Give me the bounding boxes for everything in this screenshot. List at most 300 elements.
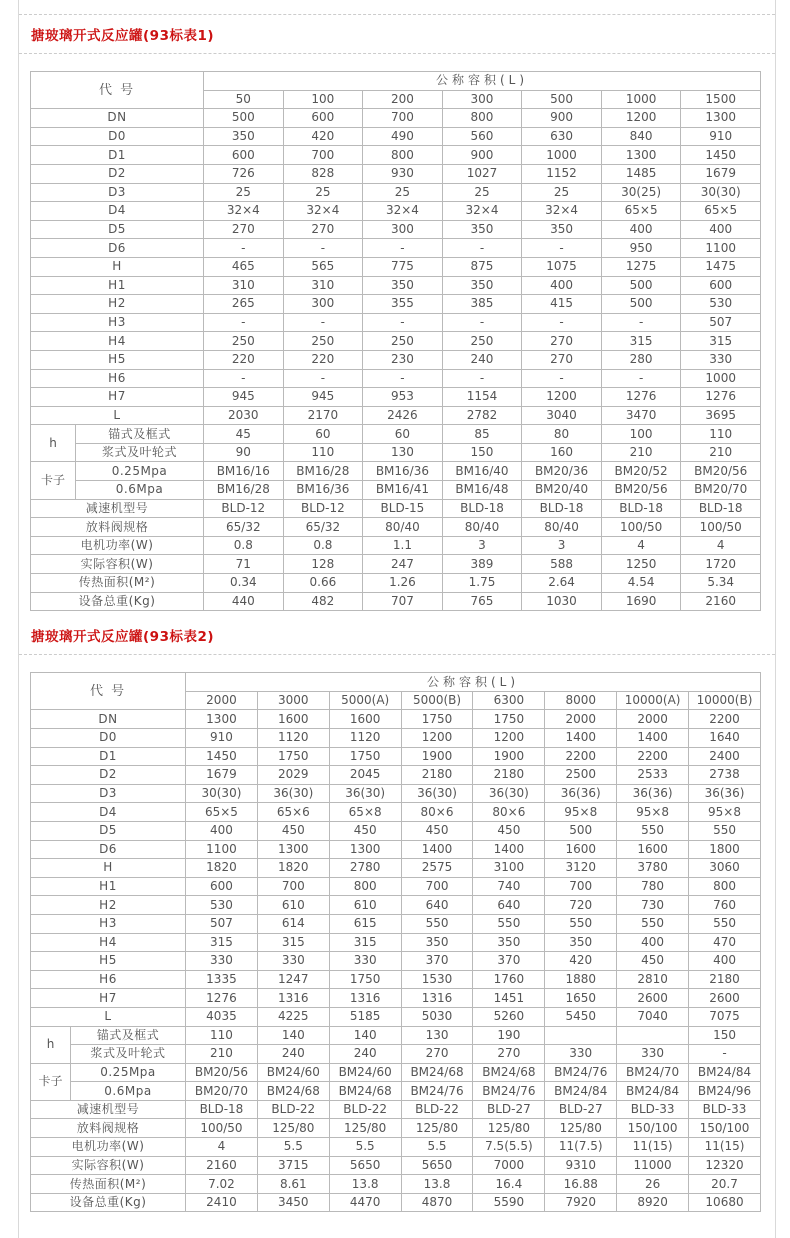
- table-cell: 370: [401, 952, 473, 971]
- table-cell: 2400: [689, 747, 761, 766]
- table-cell: 80×6: [401, 803, 473, 822]
- table-cell: 350: [473, 933, 545, 952]
- table-cell: 420: [545, 952, 617, 971]
- table-cell: 1640: [689, 729, 761, 748]
- row-label: 锚式及框式: [76, 425, 204, 444]
- table-cell: 530: [681, 295, 761, 314]
- table-cell: 8920: [617, 1193, 689, 1212]
- table-cell: 588: [522, 555, 602, 574]
- table-row: [31, 1100, 761, 1119]
- table-cell: 280: [601, 350, 681, 369]
- table-cell: 720: [545, 896, 617, 915]
- table-cell: 1276: [681, 388, 761, 407]
- table-cell: 11(15): [689, 1138, 761, 1157]
- table-cell: 310: [283, 276, 363, 295]
- table-row: [31, 840, 761, 859]
- table-cell: 370: [473, 952, 545, 971]
- table-cell: -: [204, 313, 284, 332]
- table-cell: 80/40: [363, 518, 443, 537]
- table-row: [31, 803, 761, 822]
- table-cell: 4035: [186, 1007, 258, 1026]
- row-label: 减速机型号: [31, 1100, 186, 1119]
- table-cell: 150/100: [617, 1119, 689, 1138]
- row-label: H6: [31, 970, 186, 989]
- table-cell: BM24/68: [257, 1082, 329, 1101]
- table-cell: 1600: [545, 840, 617, 859]
- table-cell: 65×5: [681, 202, 761, 221]
- table-cell: 110: [283, 443, 363, 462]
- table-cell: 25: [363, 183, 443, 202]
- table-cell: 0.66: [283, 574, 363, 593]
- table-cell: 250: [442, 332, 522, 351]
- table-cell: 1475: [681, 257, 761, 276]
- capacity-column-header: 8000: [545, 691, 617, 710]
- row-label: DN: [31, 710, 186, 729]
- table-cell: 350: [522, 220, 602, 239]
- table-cell: BLD-18: [601, 499, 681, 518]
- table-cell: 953: [363, 388, 443, 407]
- table-cell: 560: [442, 127, 522, 146]
- table-cell: BM24/76: [401, 1082, 473, 1101]
- row-label: H5: [31, 350, 204, 369]
- row-label: H6: [31, 369, 204, 388]
- table-cell: 2180: [401, 766, 473, 785]
- table-cell: 1750: [473, 710, 545, 729]
- table-cell: 3450: [257, 1193, 329, 1212]
- table-cell: 2200: [617, 747, 689, 766]
- table-cell: 950: [601, 239, 681, 258]
- table-cell: -: [283, 369, 363, 388]
- table-cell: [545, 1026, 617, 1045]
- capacity-column-header: 6300: [473, 691, 545, 710]
- row-label: D5: [31, 220, 204, 239]
- table-cell: 3040: [522, 406, 602, 425]
- row-label: 传热面积(M²): [31, 1175, 186, 1194]
- table-cell: -: [601, 313, 681, 332]
- table-cell: BM20/70: [681, 481, 761, 500]
- table-cell: 1120: [257, 729, 329, 748]
- row-label: DN: [31, 109, 204, 128]
- table-cell: 1075: [522, 257, 602, 276]
- table-cell: 415: [522, 295, 602, 314]
- table1-title: 搪玻璃开式反应罐(93标表1): [31, 28, 215, 44]
- table-cell: 470: [689, 933, 761, 952]
- table-cell: 1800: [689, 840, 761, 859]
- table-cell: BM20/40: [522, 481, 602, 500]
- table-cell: 240: [257, 1045, 329, 1064]
- table-cell: -: [363, 239, 443, 258]
- table-cell: 3780: [617, 859, 689, 878]
- table-cell: 1400: [545, 729, 617, 748]
- table-cell: 400: [186, 821, 258, 840]
- table-cell: 0.8: [204, 536, 284, 555]
- table-cell: BM20/70: [186, 1082, 258, 1101]
- table-cell: 1900: [473, 747, 545, 766]
- table-cell: 36(36): [689, 784, 761, 803]
- header-row: [31, 72, 761, 91]
- table-cell: 1247: [257, 970, 329, 989]
- table-cell: 400: [522, 276, 602, 295]
- table-cell: 240: [442, 350, 522, 369]
- table-cell: 65×5: [601, 202, 681, 221]
- table-cell: 530: [186, 896, 258, 915]
- table-cell: 330: [186, 952, 258, 971]
- table-cell: 2.64: [522, 574, 602, 593]
- top-divider: [19, 14, 775, 15]
- table-cell: 2780: [329, 859, 401, 878]
- table-cell: 270: [473, 1045, 545, 1064]
- table-cell: 2180: [689, 970, 761, 989]
- table-cell: 150: [442, 443, 522, 462]
- capacity-header: 公称容积(L): [204, 72, 761, 91]
- table-cell: -: [522, 369, 602, 388]
- table-cell: -: [689, 1045, 761, 1064]
- table-cell: 1200: [473, 729, 545, 748]
- capacity-column-header: 100: [283, 90, 363, 109]
- table-cell: BM24/60: [329, 1063, 401, 1082]
- table-cell: 3100: [473, 859, 545, 878]
- table-cell: 1300: [601, 146, 681, 165]
- table-cell: BM24/96: [689, 1082, 761, 1101]
- table-cell: 110: [186, 1026, 258, 1045]
- table-cell: 2200: [545, 747, 617, 766]
- table-cell: 4.54: [601, 574, 681, 593]
- table-cell: 600: [186, 877, 258, 896]
- table-cell: 25: [442, 183, 522, 202]
- table-cell: 270: [283, 220, 363, 239]
- table-row: [31, 1063, 761, 1082]
- table-cell: 610: [329, 896, 401, 915]
- table-cell: 640: [401, 896, 473, 915]
- table-cell: 385: [442, 295, 522, 314]
- table-cell: 16.4: [473, 1175, 545, 1194]
- table-cell: 36(30): [473, 784, 545, 803]
- table-cell: 25: [283, 183, 363, 202]
- table-cell: 500: [601, 276, 681, 295]
- table-row: [31, 239, 761, 258]
- spec-table-2: [30, 672, 761, 1212]
- table-cell: 350: [363, 276, 443, 295]
- table-cell: 265: [204, 295, 284, 314]
- row-label: D1: [31, 146, 204, 165]
- row-label: 浆式及叶轮式: [71, 1045, 186, 1064]
- table-cell: 726: [204, 164, 284, 183]
- table-cell: 1100: [681, 239, 761, 258]
- table-row: [31, 747, 761, 766]
- table-cell: 840: [601, 127, 681, 146]
- table-cell: 740: [473, 877, 545, 896]
- table-cell: 1275: [601, 257, 681, 276]
- table-row: [31, 164, 761, 183]
- table-cell: 300: [283, 295, 363, 314]
- capacity-column-header: 10000(A): [617, 691, 689, 710]
- table-cell: BM16/28: [283, 462, 363, 481]
- table-cell: 11(15): [617, 1138, 689, 1157]
- table-cell: 30(30): [681, 183, 761, 202]
- row-label: D6: [31, 840, 186, 859]
- table-row: [31, 821, 761, 840]
- table-cell: 270: [204, 220, 284, 239]
- table-cell: 45: [204, 425, 284, 444]
- table-cell: 1600: [617, 840, 689, 859]
- row-label: H1: [31, 276, 204, 295]
- table-cell: 125/80: [329, 1119, 401, 1138]
- table-cell: BM24/60: [257, 1063, 329, 1082]
- capacity-column-header: 5000(A): [329, 691, 401, 710]
- table-cell: 11(7.5): [545, 1138, 617, 1157]
- capacity-column-header: 1500: [681, 90, 761, 109]
- table-cell: 2410: [186, 1193, 258, 1212]
- table-cell: 315: [257, 933, 329, 952]
- table-cell: 25: [522, 183, 602, 202]
- table-cell: 800: [689, 877, 761, 896]
- table-row: [31, 146, 761, 165]
- table-cell: 3695: [681, 406, 761, 425]
- table2-title: 搪玻璃开式反应罐(93标表2): [31, 629, 215, 646]
- table-cell: 60: [283, 425, 363, 444]
- table-cell: 500: [545, 821, 617, 840]
- table-cell: 550: [617, 914, 689, 933]
- spec-table-1: [30, 71, 761, 611]
- table-cell: BM24/84: [689, 1063, 761, 1082]
- table-row: [31, 518, 761, 537]
- table-cell: 36(36): [545, 784, 617, 803]
- table-cell: 450: [257, 821, 329, 840]
- table-cell: 900: [522, 109, 602, 128]
- table-cell: 247: [363, 555, 443, 574]
- row-label: D1: [31, 747, 186, 766]
- table-cell: 1650: [545, 989, 617, 1008]
- row-label: 0.25Mpa: [76, 462, 204, 481]
- table-row: [31, 257, 761, 276]
- table-cell: 5.34: [681, 574, 761, 593]
- table-row: [31, 592, 761, 611]
- table-cell: 1276: [601, 388, 681, 407]
- table-cell: BM24/76: [473, 1082, 545, 1101]
- row-label: 0.25Mpa: [71, 1063, 186, 1082]
- table-cell: 1316: [257, 989, 329, 1008]
- table-cell: 1750: [401, 710, 473, 729]
- row-label: 0.6Mpa: [71, 1082, 186, 1101]
- table-cell: 5260: [473, 1007, 545, 1026]
- row-label: H4: [31, 332, 204, 351]
- table-cell: 1030: [522, 592, 602, 611]
- row-label: 设备总重(Kg): [31, 1193, 186, 1212]
- table-row: [31, 443, 761, 462]
- table-cell: 4470: [329, 1193, 401, 1212]
- table-row: [31, 710, 761, 729]
- table-cell: 507: [186, 914, 258, 933]
- table-cell: 220: [204, 350, 284, 369]
- table-cell: 350: [442, 220, 522, 239]
- table-cell: 190: [473, 1026, 545, 1045]
- page-container: [18, 0, 776, 1238]
- table-cell: 700: [363, 109, 443, 128]
- row-label: 锚式及框式: [71, 1026, 186, 1045]
- table-cell: 80: [522, 425, 602, 444]
- table-cell: BLD-18: [186, 1100, 258, 1119]
- table-cell: 330: [329, 952, 401, 971]
- table-cell: 614: [257, 914, 329, 933]
- table-cell: 4: [186, 1138, 258, 1157]
- table-cell: 1600: [257, 710, 329, 729]
- row-label: H2: [31, 896, 186, 915]
- table-cell: 350: [545, 933, 617, 952]
- table-cell: 125/80: [545, 1119, 617, 1138]
- table-row: [31, 989, 761, 1008]
- table-row: [31, 313, 761, 332]
- table-cell: 140: [257, 1026, 329, 1045]
- group-label: 卡子: [31, 462, 76, 499]
- table-cell: 1300: [681, 109, 761, 128]
- table-cell: 1316: [329, 989, 401, 1008]
- table-cell: 1679: [681, 164, 761, 183]
- table-cell: 13.8: [401, 1175, 473, 1194]
- table-cell: 1.75: [442, 574, 522, 593]
- table-cell: 450: [401, 821, 473, 840]
- table-cell: 125/80: [257, 1119, 329, 1138]
- table-cell: 11000: [617, 1156, 689, 1175]
- table-cell: 1530: [401, 970, 473, 989]
- table-cell: 210: [601, 443, 681, 462]
- table-cell: 330: [681, 350, 761, 369]
- table-cell: BM16/48: [442, 481, 522, 500]
- table-cell: [617, 1026, 689, 1045]
- table-cell: 500: [204, 109, 284, 128]
- table-row: [31, 1026, 761, 1045]
- table-cell: 900: [442, 146, 522, 165]
- table-row: [31, 295, 761, 314]
- header-row: [31, 673, 761, 692]
- table-cell: 5.5: [329, 1138, 401, 1157]
- table-cell: 1335: [186, 970, 258, 989]
- row-label: 实际容积(W): [31, 1156, 186, 1175]
- table-cell: 1400: [617, 729, 689, 748]
- table-cell: 7040: [617, 1007, 689, 1026]
- table-cell: 780: [617, 877, 689, 896]
- table-cell: 1300: [257, 840, 329, 859]
- table-cell: 2575: [401, 859, 473, 878]
- table-cell: 1820: [186, 859, 258, 878]
- table-cell: 13.8: [329, 1175, 401, 1194]
- table-cell: 1154: [442, 388, 522, 407]
- table-cell: 100/50: [681, 518, 761, 537]
- table-row: [31, 1045, 761, 1064]
- row-label: D2: [31, 766, 186, 785]
- table-cell: 550: [689, 821, 761, 840]
- capacity-column-header: 1000: [601, 90, 681, 109]
- table-row: [31, 574, 761, 593]
- corner-label: 代 号: [31, 72, 204, 109]
- table-cell: BM16/40: [442, 462, 522, 481]
- table-row: [31, 481, 761, 500]
- table-row: [31, 220, 761, 239]
- table-cell: 5.5: [257, 1138, 329, 1157]
- table-cell: 4225: [257, 1007, 329, 1026]
- table-cell: 80×6: [473, 803, 545, 822]
- table-cell: BLD-27: [545, 1100, 617, 1119]
- table-cell: 610: [257, 896, 329, 915]
- table-cell: 36(30): [257, 784, 329, 803]
- table-cell: BLD-22: [401, 1100, 473, 1119]
- table1-title-divider: [19, 53, 775, 54]
- table-cell: BM24/70: [617, 1063, 689, 1082]
- table-cell: -: [442, 369, 522, 388]
- row-label: 放料阀规格: [31, 518, 204, 537]
- table-cell: 95×8: [689, 803, 761, 822]
- row-label: H3: [31, 313, 204, 332]
- table-cell: 1820: [257, 859, 329, 878]
- table-cell: 1720: [681, 555, 761, 574]
- table-cell: BLD-18: [522, 499, 602, 518]
- capacity-column-header: 5000(B): [401, 691, 473, 710]
- table-row: [31, 183, 761, 202]
- table-cell: 150: [689, 1026, 761, 1045]
- table-cell: 1679: [186, 766, 258, 785]
- table-cell: 95×8: [545, 803, 617, 822]
- row-label: 浆式及叶轮式: [76, 443, 204, 462]
- table-cell: 400: [681, 220, 761, 239]
- table-cell: 315: [601, 332, 681, 351]
- table-cell: -: [442, 239, 522, 258]
- table-row: [31, 388, 761, 407]
- table-cell: 2029: [257, 766, 329, 785]
- table-cell: 9310: [545, 1156, 617, 1175]
- table-row: [31, 952, 761, 971]
- table-cell: 2500: [545, 766, 617, 785]
- table-cell: -: [522, 313, 602, 332]
- table-cell: 160: [522, 443, 602, 462]
- table-cell: 5185: [329, 1007, 401, 1026]
- table-cell: 400: [617, 933, 689, 952]
- table-cell: 1250: [601, 555, 681, 574]
- row-label: H2: [31, 295, 204, 314]
- table-cell: 330: [257, 952, 329, 971]
- table-cell: 1300: [329, 840, 401, 859]
- table-cell: BLD-33: [689, 1100, 761, 1119]
- row-label: H7: [31, 989, 186, 1008]
- table-cell: 220: [283, 350, 363, 369]
- table-cell: BM20/52: [601, 462, 681, 481]
- row-label: H1: [31, 877, 186, 896]
- table-cell: -: [204, 239, 284, 258]
- corner-label: 代 号: [31, 673, 186, 710]
- table-cell: 315: [329, 933, 401, 952]
- table-cell: 5650: [329, 1156, 401, 1175]
- table-cell: 2170: [283, 406, 363, 425]
- table-cell: 1600: [329, 710, 401, 729]
- table-cell: 95×8: [617, 803, 689, 822]
- table-cell: 1200: [522, 388, 602, 407]
- table-cell: 2160: [186, 1156, 258, 1175]
- row-label: D6: [31, 239, 204, 258]
- row-label: H4: [31, 933, 186, 952]
- table-cell: 2200: [689, 710, 761, 729]
- table-cell: BLD-22: [329, 1100, 401, 1119]
- table-row: [31, 1175, 761, 1194]
- table-cell: 100: [601, 425, 681, 444]
- row-label: D4: [31, 803, 186, 822]
- table-row: [31, 202, 761, 221]
- table-cell: 800: [442, 109, 522, 128]
- table-cell: 600: [204, 146, 284, 165]
- table-row: [31, 1082, 761, 1101]
- table-cell: 1690: [601, 592, 681, 611]
- table-cell: BM16/36: [283, 481, 363, 500]
- group-label: h: [31, 425, 76, 462]
- table-cell: 2600: [689, 989, 761, 1008]
- table-row: [31, 896, 761, 915]
